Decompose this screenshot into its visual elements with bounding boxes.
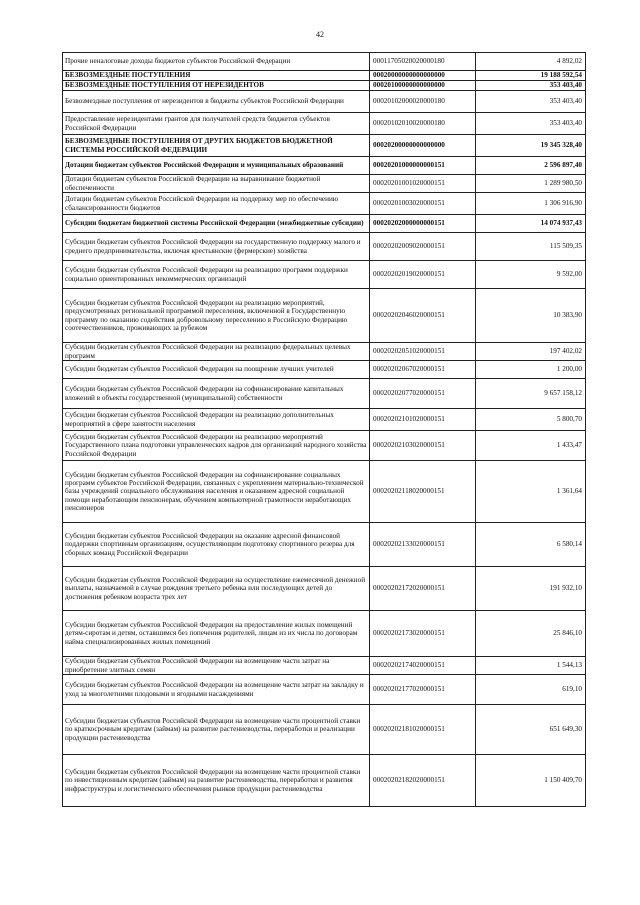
row-code-cell: 00020202118020000151 [370, 461, 476, 523]
row-amount-cell: 115 509,35 [476, 233, 586, 261]
table-row [63, 755, 586, 807]
row-code-cell: 00020102000020000180 [370, 91, 476, 113]
row-amount-cell: 10 383,90 [476, 289, 586, 343]
table-row [63, 71, 586, 81]
row-amount-cell: 1 544,13 [476, 657, 586, 675]
row-amount-cell: 353 403,40 [476, 113, 586, 135]
row-code-cell: 00020102010020000180 [370, 113, 476, 135]
row-name-cell: Субсидии бюджетам субъектов Российской Федерации на осуществление ежемесячной денежной выплаты, назначаемой в случае рождения третьего ребенка или последующих детей до достижения ребенком возраста трех лет [63, 567, 370, 611]
row-code-cell: 00020202101020000151 [370, 409, 476, 431]
row-code-cell: 00020202000000000151 [370, 215, 476, 233]
table-row [63, 233, 586, 261]
row-code-cell: 00020202046020000151 [370, 289, 476, 343]
row-amount-cell: 4 892,02 [476, 53, 586, 71]
table-row [63, 91, 586, 113]
row-code-cell: 00020202009020000151 [370, 233, 476, 261]
row-code-cell: 00020100000000000000 [370, 81, 476, 91]
row-code-cell: 00020202181020000151 [370, 705, 476, 755]
row-amount-cell: 19 188 592,54 [476, 71, 586, 81]
row-name-cell: Субсидии бюджетам субъектов Российской Федерации на предоставление жилых помещений детям-сиротам и детям, оставшимся без попечения родителей, лицам из их числа по договорам найма специализированных жилых помещений [63, 611, 370, 657]
table-row [63, 523, 586, 567]
row-name-cell: Безвозмездные поступления от нерезидентов в бюджеты субъектов Российской Федерации [63, 91, 370, 113]
table-row [63, 289, 586, 343]
row-name-cell: БЕЗВОЗМЕЗДНЫЕ ПОСТУПЛЕНИЯ [63, 71, 370, 81]
table-row [63, 409, 586, 431]
row-amount-cell: 1 150 409,70 [476, 755, 586, 807]
row-name-cell: Субсидии бюджетам субъектов Российской Федерации на софинансирование социальных программ субъектов Российской Федерации, связанных с укреплением материально-технической базы учреждений социального обслуживания населения и оказанием адресной социальной помощи неработающим пенсионерам, обучением компьютерной грамотности неработающих пенсионеров [63, 461, 370, 523]
row-name-cell: Субсидии бюджетам субъектов Российской Федерации на реализацию программ поддержки социально ориентированных некоммерческих организаций [63, 261, 370, 289]
row-name-cell: Дотации бюджетам субъектов Российской Федерации и муниципальных образований [63, 157, 370, 175]
table-row [63, 135, 586, 157]
row-code-cell: 00020201001020000151 [370, 175, 476, 193]
row-amount-cell: 6 580,14 [476, 523, 586, 567]
row-code-cell: 00020201003020000151 [370, 193, 476, 215]
row-amount-cell: 9 657 158,12 [476, 379, 586, 409]
table-row [63, 261, 586, 289]
row-amount-cell: 2 596 897,40 [476, 157, 586, 175]
row-amount-cell: 19 345 328,40 [476, 135, 586, 157]
row-amount-cell: 25 846,10 [476, 611, 586, 657]
table-row [63, 657, 586, 675]
row-code-cell: 00020202173020000151 [370, 611, 476, 657]
table-row [63, 53, 586, 71]
row-amount-cell: 619,10 [476, 675, 586, 705]
row-code-cell: 00020202177020000151 [370, 675, 476, 705]
row-code-cell: 00020202103020000151 [370, 431, 476, 461]
row-code-cell: 00020202019020000151 [370, 261, 476, 289]
table-row [63, 705, 586, 755]
row-code-cell: 00020202174020000151 [370, 657, 476, 675]
row-name-cell: Субсидии бюджетам субъектов Российской Федерации на реализацию мероприятий, предусмотренных региональной программой переселения, включенной в Государственную программу по оказанию содействия добровольному переселению в Российскую Федерацию соотечественников, проживающих за рубежом [63, 289, 370, 343]
row-amount-cell: 191 932,10 [476, 567, 586, 611]
table-row [63, 193, 586, 215]
budget-revenue-table [62, 52, 586, 807]
row-amount-cell: 9 592,00 [476, 261, 586, 289]
row-name-cell: Субсидии бюджетам субъектов Российской Федерации на оказание адресной финансовой поддержки спортивным организациям, осуществляющим подготовку спортивного резерва для сборных команд Российской Федерации [63, 523, 370, 567]
table-row [63, 611, 586, 657]
table-row [63, 215, 586, 233]
row-code-cell: 00020200000000000000 [370, 135, 476, 157]
row-name-cell: Субсидии бюджетам субъектов Российской Федерации на возмещение части процентной ставки по инвестиционным кредитам (займам) на развитие растениеводства, переработки и развития инфраструктуры и логистического обеспечения рынков продукции растениеводства [63, 755, 370, 807]
row-name-cell: Субсидии бюджетам субъектов Российской Федерации на софинансирование капитальных вложений в объекты государственной (муниципальной) собственности [63, 379, 370, 409]
row-amount-cell: 651 649,30 [476, 705, 586, 755]
row-name-cell: Субсидии бюджетам субъектов Российской Федерации на реализацию дополнительных мероприятий в сфере занятости населения [63, 409, 370, 431]
row-amount-cell: 197 402,02 [476, 343, 586, 361]
row-name-cell: Субсидии бюджетам субъектов Российской Федерации на возмещение части процентной ставки по краткосрочным кредитам (займам) на развитие растениеводства, переработки и реализации продукции растениеводства [63, 705, 370, 755]
row-name-cell: БЕЗВОЗМЕЗДНЫЕ ПОСТУПЛЕНИЯ ОТ ДРУГИХ БЮДЖЕТОВ БЮДЖЕТНОЙ СИСТЕМЫ РОССИЙСКОЙ ФЕДЕРАЦИИ [63, 135, 370, 157]
table-row [63, 431, 586, 461]
row-name-cell: Предоставление нерезидентами грантов для получателей средств бюджетов субъектов Российской Федерации [63, 113, 370, 135]
row-amount-cell: 1 306 916,90 [476, 193, 586, 215]
row-name-cell: Дотации бюджетам субъектов Российской Федерации на поддержку мер по обеспечению сбалансированности бюджетов [63, 193, 370, 215]
table-row [63, 175, 586, 193]
row-name-cell: Субсидии бюджетам субъектов Российской Федерации на возмещение части затрат на приобретение элитных семян [63, 657, 370, 675]
row-amount-cell: 1 200,00 [476, 361, 586, 379]
page-number: 42 [316, 30, 324, 39]
row-name-cell: Дотации бюджетам субъектов Российской Федерации на выравнивание бюджетной обеспеченности [63, 175, 370, 193]
table-row [63, 461, 586, 523]
row-name-cell: Субсидии бюджетам субъектов Российской Федерации на реализацию федеральных целевых программ [63, 343, 370, 361]
row-name-cell: Прочие неналоговые доходы бюджетов субъектов Российской Федерации [63, 53, 370, 71]
table-row [63, 343, 586, 361]
table-row [63, 567, 586, 611]
row-amount-cell: 353 403,40 [476, 91, 586, 113]
row-name-cell: Субсидии бюджетам субъектов Российской Федерации на государственную поддержку малого и среднего предпринимательства, включая крестьянские (фермерские) хозяйства [63, 233, 370, 261]
row-code-cell: 00011705020020000180 [370, 53, 476, 71]
row-code-cell: 00020202067020000151 [370, 361, 476, 379]
table-row [63, 81, 586, 91]
row-code-cell: 00020202182020000151 [370, 755, 476, 807]
row-name-cell: Субсидии бюджетам субъектов Российской Федерации на возмещение части затрат на закладку и уход за многолетними плодовыми и ягодными насаждениями [63, 675, 370, 705]
table-row [63, 157, 586, 175]
table-body [63, 53, 586, 807]
row-amount-cell: 1 433,47 [476, 431, 586, 461]
row-name-cell: Субсидии бюджетам бюджетной системы Российской Федерации (межбюджетные субсидии) [63, 215, 370, 233]
row-amount-cell: 1 361,64 [476, 461, 586, 523]
row-code-cell: 00020202077020000151 [370, 379, 476, 409]
row-name-cell: Субсидии бюджетам субъектов Российской Федерации на поощрение лучших учителей [63, 361, 370, 379]
table-row [63, 675, 586, 705]
table-row [63, 113, 586, 135]
row-amount-cell: 5 800,70 [476, 409, 586, 431]
row-amount-cell: 1 289 980,50 [476, 175, 586, 193]
row-code-cell: 00020000000000000000 [370, 71, 476, 81]
row-code-cell: 00020202172020000151 [370, 567, 476, 611]
row-name-cell: БЕЗВОЗМЕЗДНЫЕ ПОСТУПЛЕНИЯ ОТ НЕРЕЗИДЕНТОВ [63, 81, 370, 91]
row-amount-cell: 353 403,40 [476, 81, 586, 91]
row-code-cell: 00020202133020000151 [370, 523, 476, 567]
table-row [63, 361, 586, 379]
row-code-cell: 00020202051020000151 [370, 343, 476, 361]
table-row [63, 379, 586, 409]
row-code-cell: 00020201000000000151 [370, 157, 476, 175]
row-amount-cell: 14 074 937,43 [476, 215, 586, 233]
row-name-cell: Субсидии бюджетам субъектов Российской Федерации на реализацию мероприятий Государственного плана подготовки управленческих кадров для организаций народного хозяйства Российской Федерации [63, 431, 370, 461]
